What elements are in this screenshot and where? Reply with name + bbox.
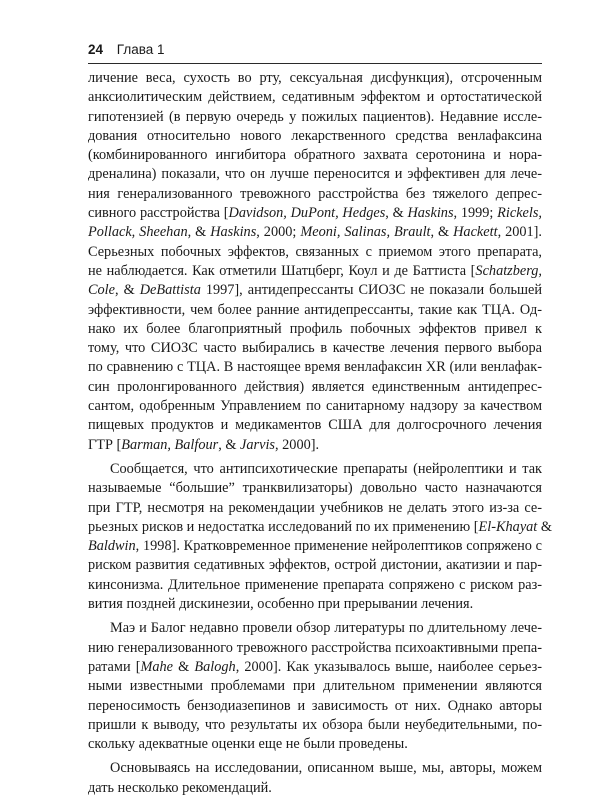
citation-author: Schatzberg,: [475, 262, 542, 279]
text-run: пищевых продуктов и медикаментов США для долгосрочного лечения: [88, 417, 542, 434]
text-run: не наблюдается. Как отметили Шатцберг, Коул и де Баттиста [: [88, 262, 476, 279]
text-line: [88, 499, 542, 518]
text-run: , 2000;: [256, 224, 301, 241]
text-line: [88, 108, 542, 127]
text-line: [88, 576, 542, 595]
text-run: син пролонгированного действия) является единственным антидепрес-: [88, 378, 542, 395]
text-run: , 2000].: [275, 436, 320, 453]
text-line: [88, 479, 542, 498]
text-run: переносимость бензодиазепинов и зависимость от них. Однако авторы: [88, 697, 542, 714]
header-rule: [88, 63, 542, 64]
text-run: 1997], антидепрессанты СИОЗС не показали большей: [200, 282, 542, 299]
text-line: [88, 397, 542, 416]
citation-author: Pollack, Sheehan: [88, 224, 188, 241]
text-run: ратами [: [88, 658, 141, 675]
citation-author: Barman, Balfour: [121, 436, 219, 453]
paragraph: [88, 460, 552, 614]
text-run: ными известными проблемами при длительном применении являются: [88, 678, 542, 695]
text-line: [88, 759, 542, 778]
text-run: ГТР [: [88, 436, 122, 453]
text-run: Сообщается, что антипсихотические препараты (нейролептики и так: [110, 460, 542, 477]
text-line: [88, 518, 552, 537]
text-run: , 2000]. Как указывалось выше, наиболее серьез-: [235, 658, 542, 675]
text-line: [88, 378, 542, 397]
citation-author: Rickels,: [497, 205, 543, 222]
citation-author: Meoni, Salinas, Brault: [300, 224, 431, 241]
text-line: [88, 320, 542, 339]
text-run: , 1999;: [453, 205, 498, 222]
paragraph: [88, 759, 542, 798]
citation-author: Haskins: [407, 205, 454, 222]
text-line: [88, 88, 542, 107]
text-run: , &: [218, 436, 241, 453]
text-line: [88, 556, 542, 575]
text-run: кинсонизма. Длительное применение препарата сопряжено с риском раз-: [88, 576, 542, 593]
text-line: [88, 639, 542, 658]
text-line: [88, 436, 542, 455]
text-run: нако их более благоприятный профиль побочных эффектов привел к: [88, 320, 542, 337]
text-line: [88, 779, 542, 798]
text-run: скольку адекватные оценки еще не были проведены.: [88, 736, 408, 753]
text-line: [88, 281, 542, 300]
text-line: [88, 127, 542, 146]
text-run: дования относительно нового лекарственного средства венлафаксина: [88, 127, 542, 144]
text-line: [88, 165, 542, 184]
text-run: , &: [385, 205, 408, 222]
text-run: , 1998]. Кратковременное применение нейролептиков сопряжено с: [135, 538, 542, 555]
text-line: [88, 339, 542, 358]
text-run: дать несколько рекомендаций.: [88, 779, 272, 796]
text-run: вития поздней дискинезии, особенно при прерывании лечения.: [88, 596, 474, 613]
text-run: ния генерализованного тревожного расстройства без тяжелого депрес-: [88, 185, 542, 202]
text-run: , 2001].: [497, 224, 543, 241]
text-run: тому, что СИОЗС часто выбирались в качестве лечения первого выбора: [88, 340, 542, 357]
text-run: пришли к выводу, что результаты их обзора были неубедительными, по-: [88, 716, 542, 733]
text-run: личение веса, сухость во рту, сексуальная дисфункция), отсроченным: [88, 70, 542, 86]
text-run: анксиолитическим действием, седативным эффектом и ортостатической: [88, 89, 542, 106]
running-header: [88, 41, 542, 63]
text-run: гипотензией (в первую очередь у пожилых пациентов). Недавние иссле-: [88, 108, 542, 125]
text-run: дреналина) показали, что он лучше переносится и эффективен для лече-: [88, 166, 542, 183]
text-line: [88, 658, 542, 677]
citation-author: Haskins: [210, 224, 257, 241]
text-run: сантом, одобренным Управлением по санитарному надзору за качеством: [88, 398, 542, 415]
text-run: (комбинированного ингибитора обратного захвата серотонина и нора-: [88, 147, 542, 164]
text-run: нию генерализованного тревожного расстройства психоактивными препа-: [88, 639, 542, 656]
text-run: эффективности, чем более ранние антидепрессанты, такие как ТЦА. Од-: [88, 301, 542, 318]
text-run: рьезных рисков и недостатка исследований по их применению [: [88, 518, 479, 535]
chapter-title: Глава 1: [116, 42, 165, 57]
citation-author: Cole: [88, 282, 116, 299]
text-line: [88, 537, 542, 556]
citation-author: Jarvis: [240, 436, 275, 453]
text-line: [88, 243, 542, 262]
text-run: Серьезных побочных эффектов, связанных с приемом этого препарата,: [88, 243, 542, 260]
text-line: [88, 301, 542, 320]
text-run: называемые “большие” транквилизаторы) довольно часто назначаются: [88, 480, 542, 497]
text-line: [88, 460, 542, 479]
text-run: Маэ и Балог недавно провели обзор литературы по длительному лече-: [110, 620, 542, 637]
text-line: [88, 223, 542, 242]
body-text: [88, 69, 552, 798]
text-line: [88, 735, 542, 754]
text-run: риском развития седативных эффектов, острой дистонии, акатизии и пар-: [88, 557, 542, 574]
text-line: [88, 185, 542, 204]
citation-author: El-Khayat: [478, 518, 538, 535]
text-run: Основываясь на исследовании, описанном выше, мы, авторы, можем: [110, 760, 542, 777]
text-line: [88, 262, 542, 281]
citation-author: Davidson, DuPont, Hedges: [228, 205, 386, 222]
page-number: 24: [88, 42, 104, 57]
text-line: [88, 204, 542, 223]
citation-author: Hackett: [453, 224, 498, 241]
text-line: [88, 358, 542, 377]
text-line: [88, 619, 542, 638]
citation-author: Baldwin: [88, 538, 136, 555]
text-run: , &: [115, 282, 140, 299]
citation-author: DeBattista: [139, 282, 201, 299]
text-run: при ГТР, несмотря на рекомендации учебников не делать этого из-за се-: [88, 499, 542, 516]
text-line: [88, 416, 542, 435]
text-line: [88, 677, 542, 696]
text-run: &: [537, 518, 552, 535]
text-run: &: [173, 658, 195, 675]
text-run: сивного расстройства [: [88, 205, 229, 222]
text-line: [88, 146, 542, 165]
paragraph: [88, 69, 542, 455]
text-line: [88, 716, 542, 735]
text-line: [88, 697, 542, 716]
text-run: , &: [187, 224, 211, 241]
text-run: по сравнению с ТЦА. В настоящее время венлафаксин XR (или венлафак-: [88, 359, 542, 376]
citation-author: Mahe: [140, 658, 174, 675]
text-line: [88, 69, 542, 88]
paragraph: [88, 619, 542, 754]
text-line: [88, 595, 542, 614]
text-run: , &: [430, 224, 454, 241]
citation-author: Balogh: [194, 658, 236, 675]
